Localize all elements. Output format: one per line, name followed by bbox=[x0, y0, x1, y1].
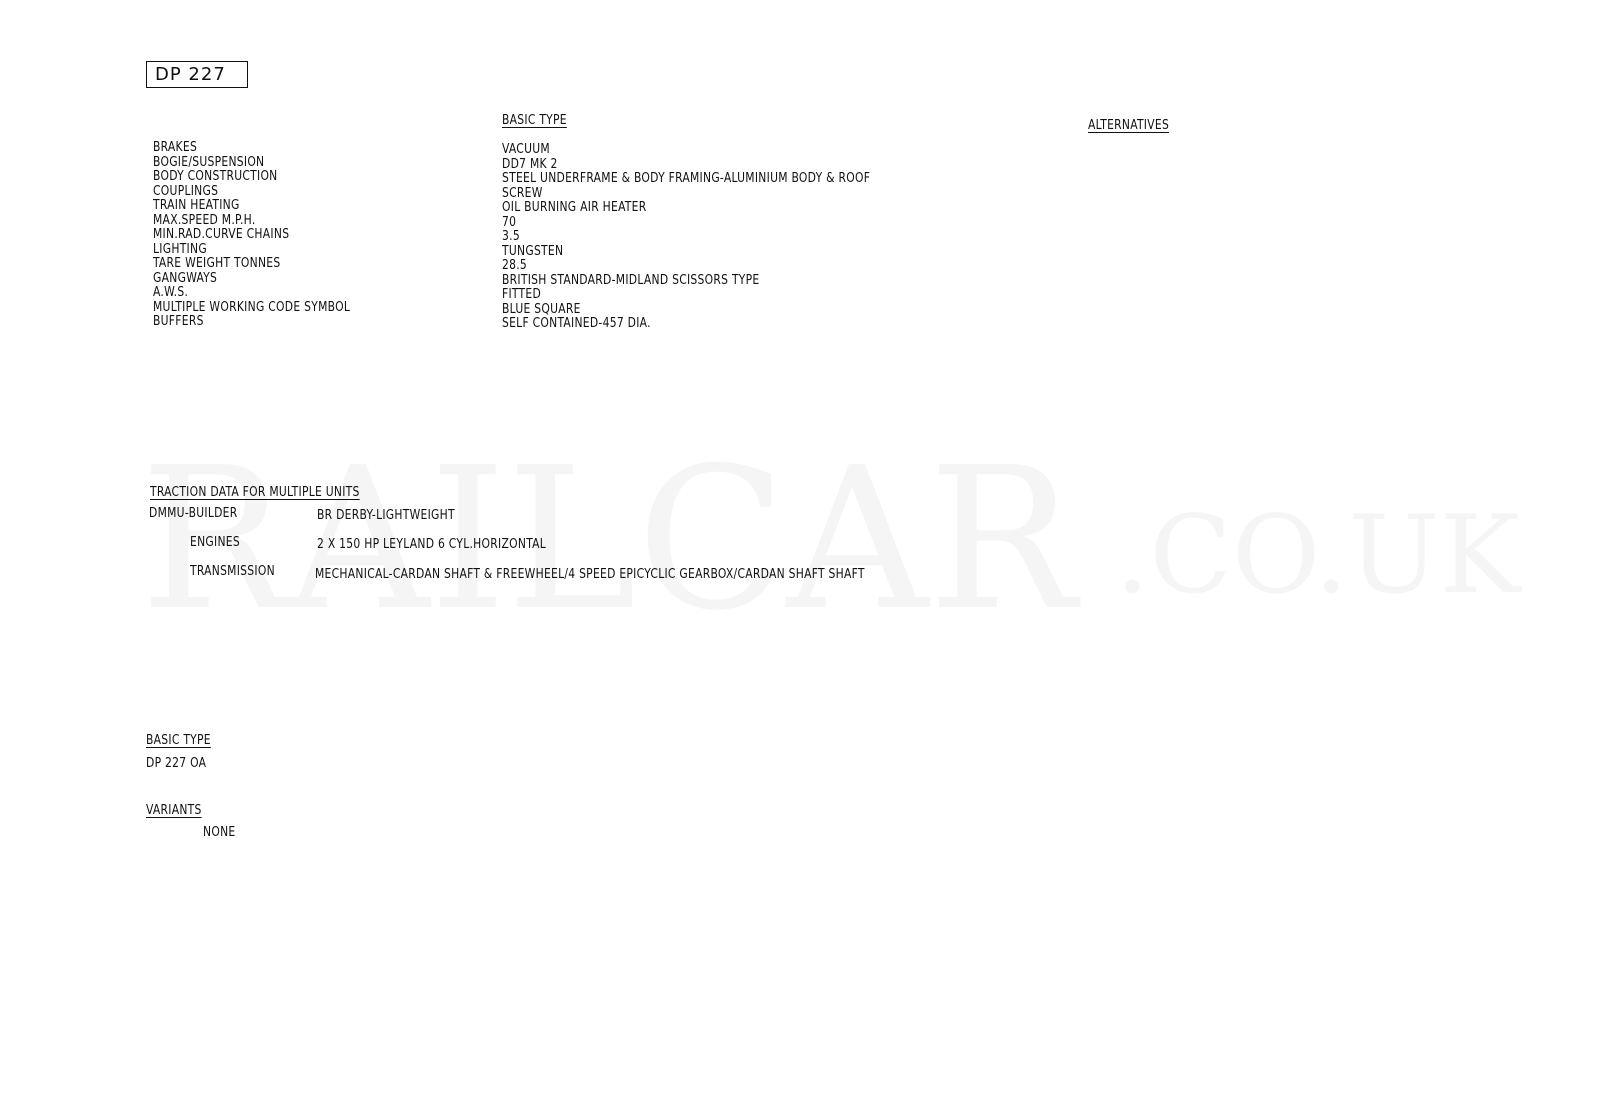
footer-basic-type-heading: BASIC TYPE bbox=[146, 733, 211, 748]
spec-label: MULTIPLE WORKING CODE SYMBOL bbox=[153, 299, 351, 315]
alternatives-heading: ALTERNATIVES bbox=[1088, 118, 1170, 133]
document-code-box: DP 227 bbox=[146, 61, 248, 88]
spec-value: VACUUM bbox=[502, 142, 550, 157]
basic-type-heading: BASIC TYPE bbox=[502, 113, 567, 128]
spec-label: BRAKES bbox=[153, 140, 198, 155]
spec-label: GANGWAYS bbox=[153, 270, 218, 286]
spec-label: LIGHTING bbox=[153, 241, 207, 257]
spec-value: TUNGSTEN bbox=[502, 243, 564, 259]
spec-value: 28.5 bbox=[502, 258, 528, 273]
footer-basic-type-value: DP 227 OA bbox=[146, 756, 207, 771]
spec-label: TARE WEIGHT TONNES bbox=[153, 256, 281, 271]
engines-label: ENGINES bbox=[190, 535, 240, 550]
spec-label: BUFFERS bbox=[153, 314, 204, 329]
watermark-suffix bbox=[1115, 496, 1520, 616]
spec-value-list bbox=[502, 143, 902, 332]
spec-value: BRITISH STANDARD-MIDLAND SCISSORS TYPE bbox=[502, 272, 760, 288]
transmission-value: MECHANICAL-CARDAN SHAFT & FREEWHEEL/4 SPEED EPICYCLIC GEARBOX/CARDAN SHAFT SHAFT bbox=[315, 567, 865, 582]
spec-value: DD7 MK 2 bbox=[502, 156, 558, 172]
engines-value: 2 X 150 HP LEYLAND 6 CYL.HORIZONTAL bbox=[317, 537, 547, 552]
spec-value: BLUE SQUARE bbox=[502, 301, 581, 317]
spec-label: COUPLINGS bbox=[153, 183, 219, 199]
variants-value: NONE bbox=[203, 825, 236, 840]
spec-label: MAX.SPEED M.P.H. bbox=[153, 212, 256, 228]
traction-heading: TRACTION DATA FOR MULTIPLE UNITS bbox=[150, 485, 360, 500]
spec-label: TRAIN HEATING bbox=[153, 198, 240, 213]
transmission-label: TRANSMISSION bbox=[190, 564, 275, 579]
spec-value: SCREW bbox=[502, 185, 543, 201]
spec-value: SELF CONTAINED-457 DIA. bbox=[502, 316, 651, 331]
spec-value: 70 bbox=[502, 214, 517, 230]
spec-value: STEEL UNDERFRAME & BODY FRAMING-ALUMINIUM BODY & ROOF bbox=[502, 171, 871, 186]
variants-heading: VARIANTS bbox=[146, 803, 202, 818]
spec-label: MIN.RAD.CURVE CHAINS bbox=[153, 227, 290, 242]
spec-value: OIL BURNING AIR HEATER bbox=[502, 200, 647, 215]
spec-label: BOGIE/SUSPENSION bbox=[153, 154, 265, 170]
builder-value: BR DERBY-LIGHTWEIGHT bbox=[317, 508, 455, 523]
spec-value: FITTED bbox=[502, 287, 542, 302]
watermark-main bbox=[140, 450, 1076, 630]
spec-value: 3.5 bbox=[502, 229, 520, 244]
builder-label: DMMU-BUILDER bbox=[149, 506, 238, 521]
spec-label-list bbox=[153, 141, 367, 330]
spec-label: BODY CONSTRUCTION bbox=[153, 169, 278, 184]
spec-label: A.W.S. bbox=[153, 285, 189, 300]
